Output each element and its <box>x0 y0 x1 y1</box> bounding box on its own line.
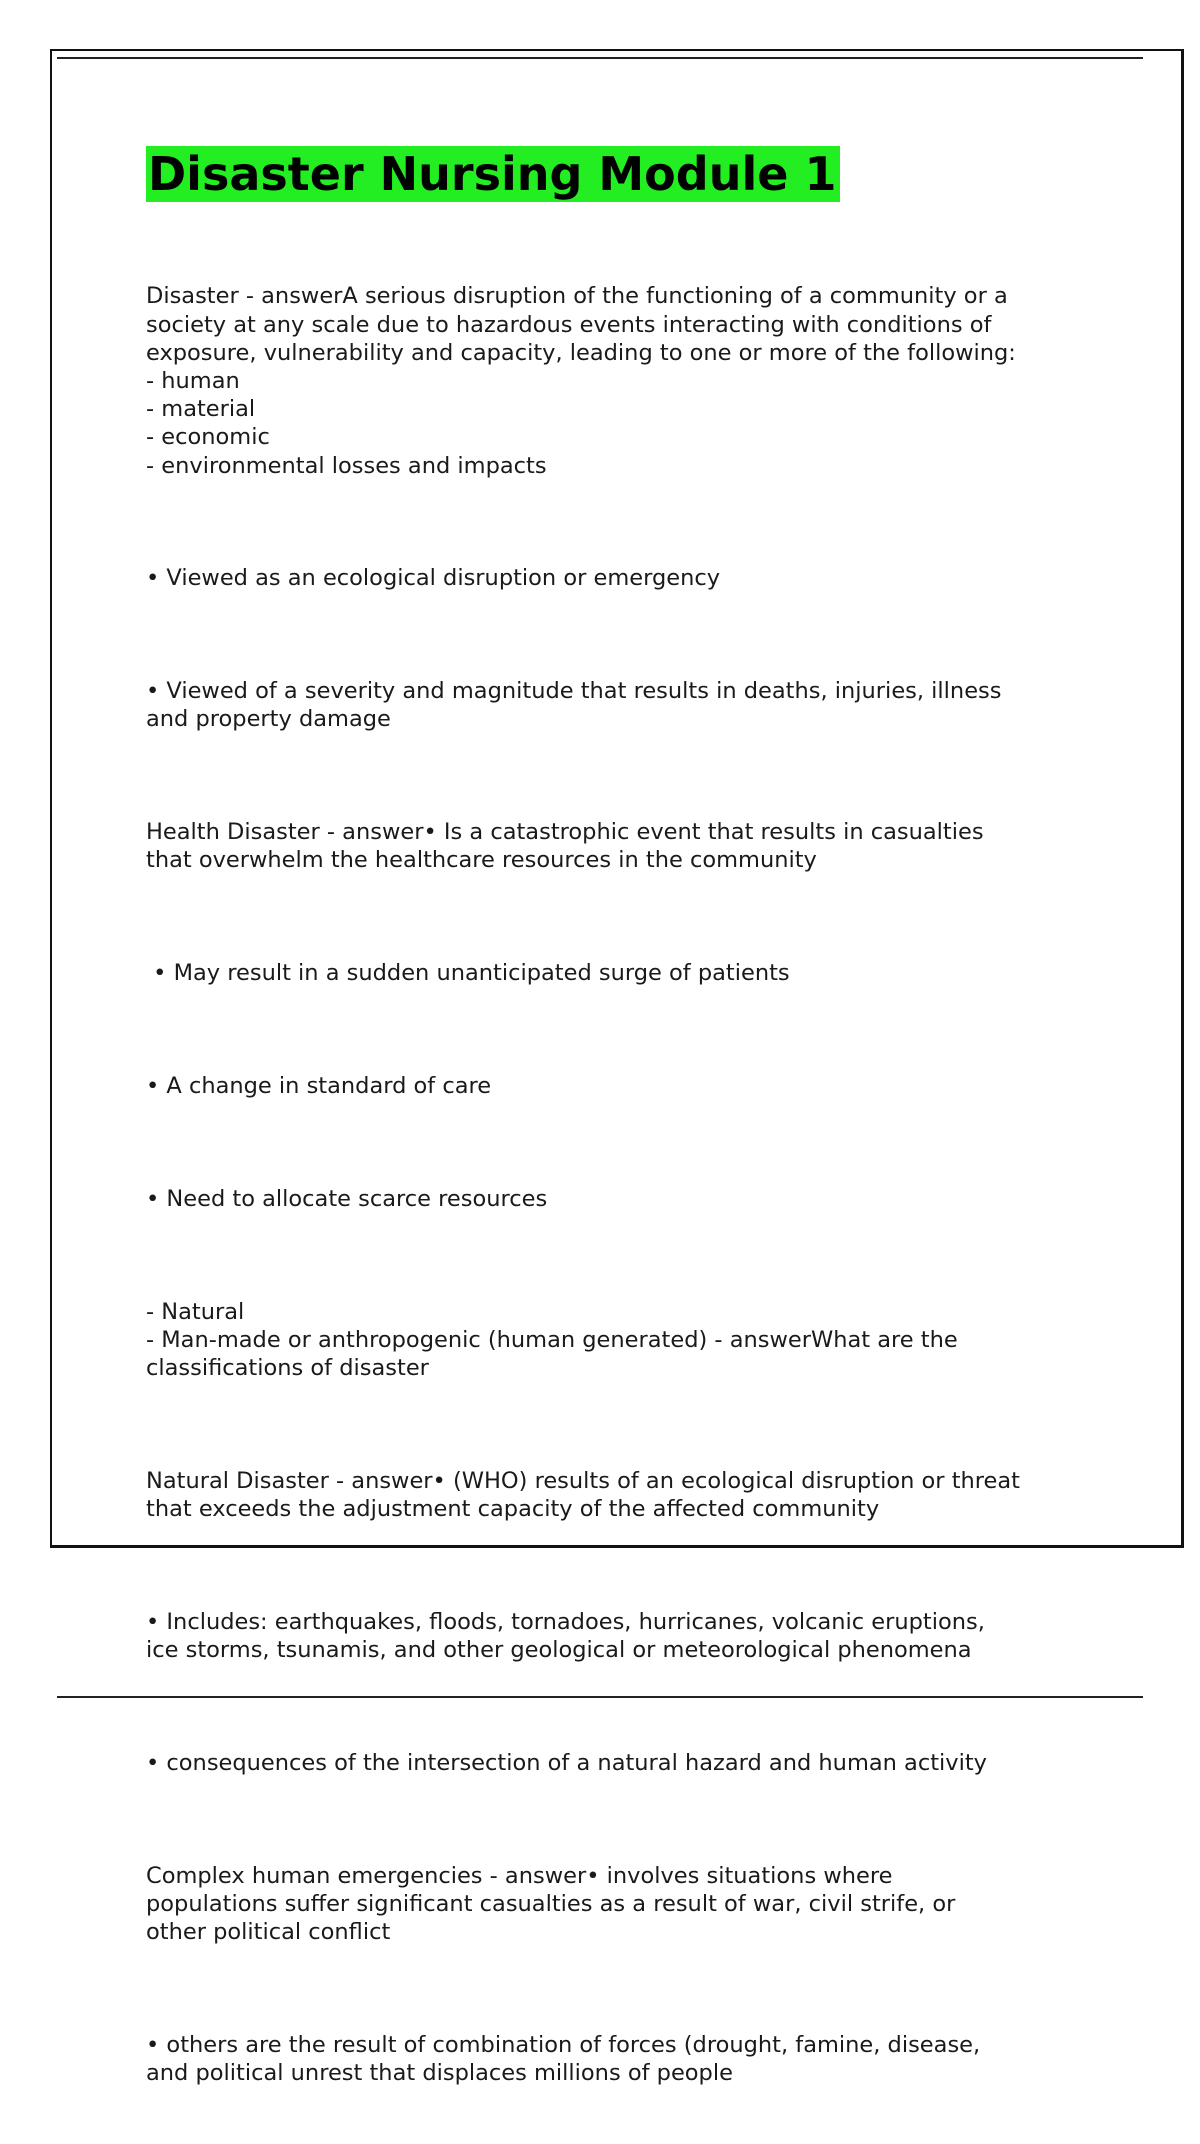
paragraph-patient-surge: • May result in a sudden unanticipated surge of patients <box>146 960 790 987</box>
paragraph-scarce-resources: • Need to allocate scarce resources <box>146 1185 548 1212</box>
paragraph-complex-emergencies: Complex human emergencies - answer• involves situations where populations suffer significant casualties as a result of war, civil strife, or other political conflict <box>146 1862 956 1946</box>
paragraph-combination-of-forces: • others are the result of combination of forces (drought, famine, disease, and political unrest that displaces millions of people <box>146 2031 981 2087</box>
paragraph-includes: • Includes: earthquakes, floods, tornadoes, hurricanes, volcanic eruptions, ice storms, tsunamis, and other geological or meteorological phenomena <box>146 1608 985 1664</box>
paragraph-severity-magnitude: • Viewed of a severity and magnitude that results in deaths, injuries, illness and property damage <box>146 678 1002 733</box>
document-title: Disaster Nursing Module 1 <box>146 146 840 202</box>
paragraph-consequences: • consequences of the intersection of a natural hazard and human activity <box>146 1749 987 1776</box>
paragraph-classifications: - Natural - Man-made or anthropogenic (human generated) - answerWhat are the classifications of disaster <box>146 1298 958 1382</box>
paragraph-standard-of-care: • A change in standard of care <box>146 1073 492 1100</box>
bottom-divider <box>57 1696 1143 1698</box>
paragraph-health-disaster: Health Disaster - answer• Is a catastrophic event that results in casualties that overwhelm the healthcare resources in the community <box>146 819 984 874</box>
document-text <box>146 226 1096 2144</box>
paragraph-disaster-definition: Disaster - answerA serious disruption of the functioning of a community or a society at any scale due to hazardous events interacting with conditions of exposure, vulnerability and capacity, leading to one or more of the following: - human - material - economic - environmental losses and impacts <box>146 283 1016 479</box>
paragraph-natural-disaster: Natural Disaster - answer• (WHO) results of an ecological disruption or threat that exceeds the adjustment capacity of the affected community <box>146 1467 1020 1523</box>
top-divider <box>57 57 1143 59</box>
paragraph-ecological-disruption: • Viewed as an ecological disruption or emergency <box>146 565 721 592</box>
document-body <box>146 146 1096 2144</box>
